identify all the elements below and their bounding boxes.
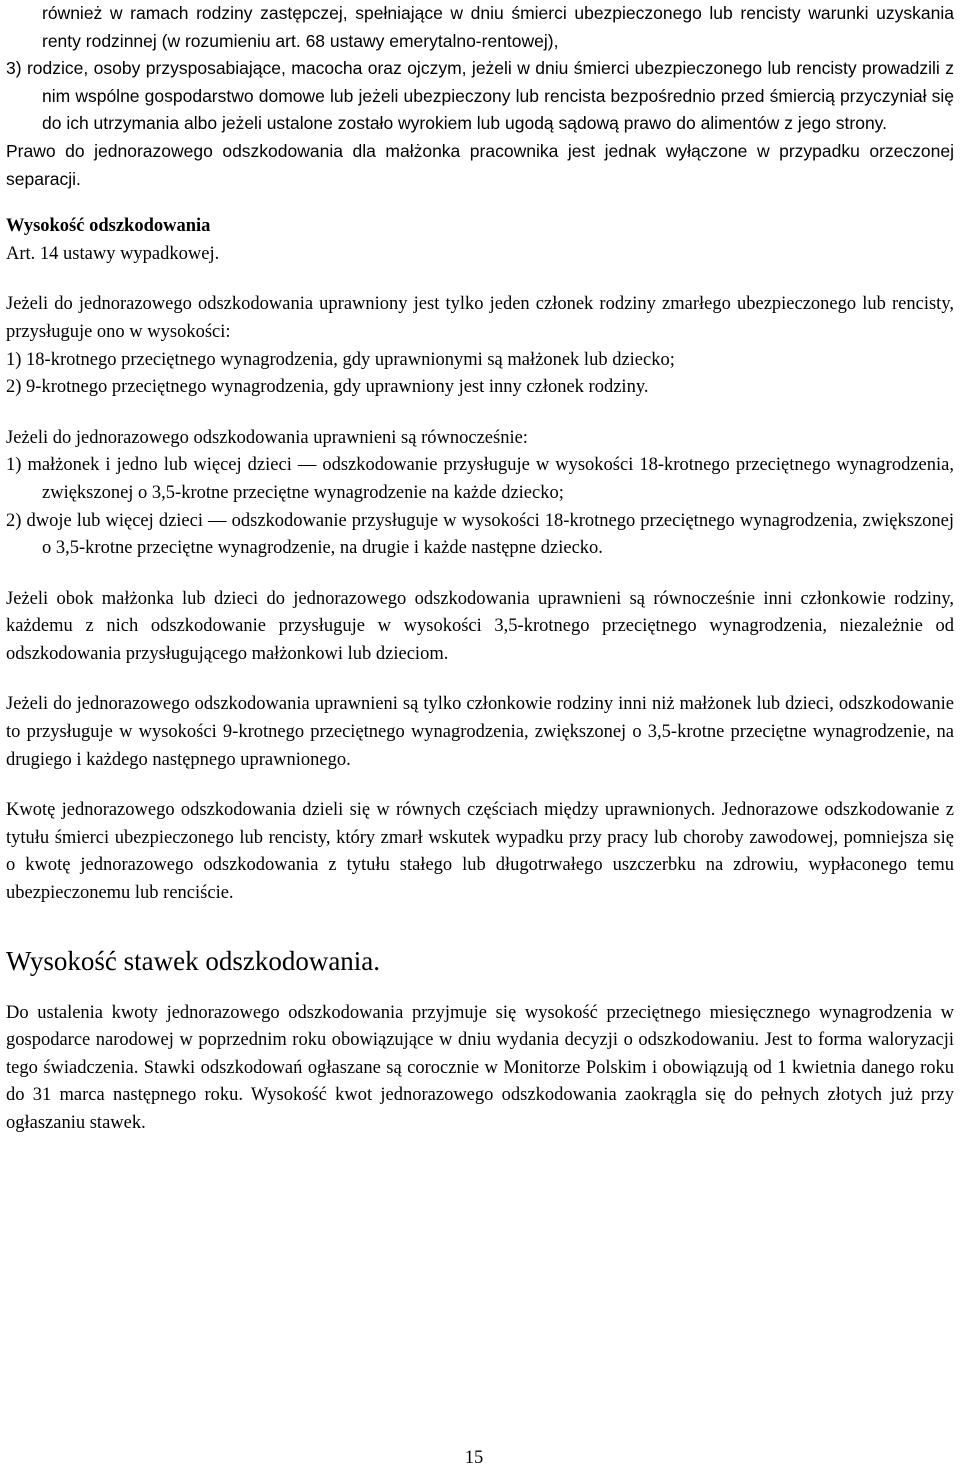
article-reference: Art. 14 ustawy wypadkowej.: [6, 243, 220, 264]
section-heading-rates: Wysokość stawek odszkodowania.: [6, 945, 381, 976]
list-item: 2) 9-krotnego przeciętnego wynagrodzenia, gdy uprawniony jest inny członek rodziny.: [6, 377, 649, 398]
separation-paragraph: Prawo do jednorazowego odszkodowania dla małżonka pracownika jest jednak wyłączone w przypadku orzeczonej separacji.: [6, 140, 954, 189]
list-item-3: 3) rodzice, osoby przysposabiające, macocha oraz ojczym, jeżeli w dniu śmierci ubezpieczonego lub rencisty prowadzili z nim wspólne gospodarstwo domowe lub jeżeli ubezpieczony lub rencista bezpośrednio przed śmiercią przyczyniał się do ich utrzymania albo jeżeli ustalone zostało wyrokiem lub ugodą sądową prawo do alimentów z jego strony.: [6, 58, 954, 134]
section-heading-amount: Wysokość odszkodowania: [6, 216, 211, 237]
paragraph-other-members: Jeżeli obok małżonka lub dzieci do jednorazowego odszkodowania uprawnieni są równocześnie inni członkowie rodziny, każdemu z nich odszkodowanie przysługuje w wysokości 3,5-krotnego przeciętnego wynagrodzenia, niezależnie od odszkodowania przysługującego małżonkowi lub dzieciom.: [6, 588, 954, 664]
page-number: 15: [464, 1448, 484, 1468]
list-item: 2) dwoje lub więcej dzieci — odszkodowanie przysługuje w wysokości 18-krotnego przeciętnego wynagrodzenia, zwiększonej o 3,5-krotne przeciętne wynagrodzenie, na drugie i każde następne dziecko.: [6, 510, 954, 559]
paragraph-simultaneous: Jeżeli do jednorazowego odszkodowania uprawnieni są równocześnie:: [6, 427, 528, 448]
continuation-text: również w ramach rodziny zastępczej, spełniające w dniu śmierci ubezpieczonego lub rencisty warunki uzyskania renty rodzinnej (w rozumieniu art. 68 ustawy emerytalno-rentowej),: [42, 3, 954, 51]
paragraph-single-member: Jeżeli do jednorazowego odszkodowania uprawniony jest tylko jeden członek rodziny zmarłego ubezpieczonego lub rencisty, przysługuje ono w wysokości:: [6, 294, 954, 342]
paragraph-only-other-members: Jeżeli do jednorazowego odszkodowania uprawnieni są tylko członkowie rodziny inni niż małżonek lub dzieci, odszkodowanie to przysługuje w wysokości 9-krotnego przeciętnego wynagrodzenia, zwiększonej o 3,5-krotne przeciętne wynagrodzenie, na drugiego i każdego następnego uprawnionego.: [6, 694, 954, 770]
paragraph-rates: Do ustalenia kwoty jednorazowego odszkodowania przyjmuje się wysokość przeciętnego miesięcznego wynagrodzenia w gospodarce narodowej w poprzednim roku obowiązujące w dniu wydania decyzji o odszkodowaniu. Jest to forma waloryzacji tego świadczenia. Stawki odszkodowań ogłaszane są corocznie w Monitorze Polskim i obowiązują od 1 kwietnia danego roku do 31 marca następnego roku. Wysokość kwot jednorazowego odszkodowania zaokrągla się do pełnych złotych już przy ogłaszaniu stawek.: [6, 1002, 954, 1133]
list-item: 1) 18-krotnego przeciętnego wynagrodzenia, gdy uprawnionymi są małżonek lub dziecko;: [6, 349, 675, 370]
list-item: 1) małżonek i jedno lub więcej dzieci — odszkodowanie przysługuje w wysokości 18-krotnego przeciętnego wynagrodzenia, zwiększonej o 3,5-krotne przeciętne wynagrodzenie na każde dziecko;: [6, 455, 954, 503]
paragraph-equal-split: Kwotę jednorazowego odszkodowania dzieli się w równych częściach między uprawnionych. Jednorazowe odszkodowanie z tytułu śmierci ubezpieczonego lub rencisty, który zmarł wskutek wypadku przy pracy lub choroby zawodowej, pomniejsza się o kwotę jednorazowego odszkodowania z tytułu stałego lub długotrwałego uszczerbku na zdrowiu, wypłaconego temu ubezpieczonemu lub renciście.: [6, 800, 954, 904]
document-page: [6, 0, 954, 1138]
